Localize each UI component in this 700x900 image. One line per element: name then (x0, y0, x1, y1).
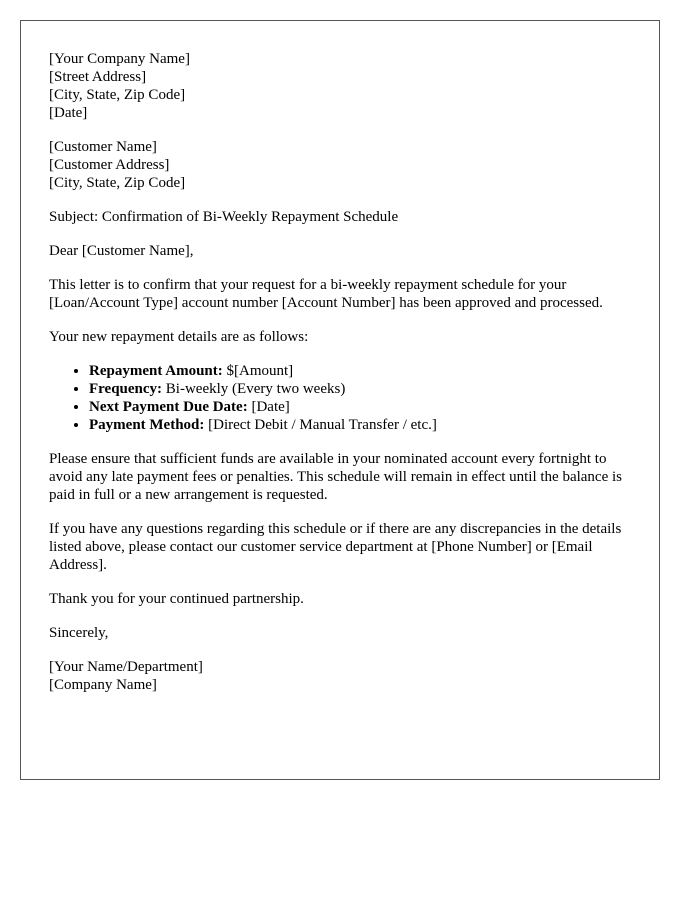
sender-city-state-zip: [City, State, Zip Code] (49, 87, 186, 103)
sender-address-block (49, 50, 631, 122)
detail-value: [Direct Debit / Manual Transfer / etc.] (204, 417, 437, 433)
signature-block (49, 658, 631, 694)
signature-name-department: [Your Name/Department] (49, 659, 203, 675)
intro-paragraph: This letter is to confirm that your request for a bi-weekly repayment schedule for your [Loan/Account Type] account number [Account Number] has been approved and processed. (49, 277, 603, 311)
sender-street-address: [Street Address] (49, 69, 147, 85)
list-item (89, 398, 631, 416)
recipient-city-state-zip: [City, State, Zip Code] (49, 175, 186, 191)
thanks-line: Thank you for your continued partnership. (49, 591, 304, 607)
detail-value: Bi-weekly (Every two weeks) (162, 381, 346, 397)
recipient-address-block (49, 138, 631, 192)
detail-label: Repayment Amount: (89, 363, 223, 379)
letter-date: [Date] (49, 105, 88, 121)
detail-label: Next Payment Due Date: (89, 399, 248, 415)
list-item (89, 362, 631, 380)
subject-line: Subject: Confirmation of Bi-Weekly Repayment Schedule (49, 209, 399, 225)
signature-company-name: [Company Name] (49, 677, 157, 693)
detail-label: Frequency: (89, 381, 163, 397)
questions-paragraph: If you have any questions regarding this schedule or if there are any discrepancies in the details listed above, please contact our customer service department at [Phone Number] or [Email Address]. (49, 521, 622, 573)
detail-value: [Date] (247, 399, 290, 415)
list-item (89, 380, 631, 398)
recipient-address: [Customer Address] (49, 157, 170, 173)
greeting: Dear [Customer Name], (49, 243, 194, 259)
details-intro: Your new repayment details are as follows: (49, 329, 309, 345)
list-item (89, 416, 631, 434)
sender-company-name: [Your Company Name] (49, 51, 190, 67)
letter-page (20, 20, 660, 780)
detail-label: Payment Method: (89, 417, 205, 433)
repayment-details-list (49, 362, 631, 434)
funds-paragraph: Please ensure that sufficient funds are available in your nominated account every fortnight to avoid any late payment fees or penalties. This schedule will remain in effect until the balance is paid in full or a new arrangement is requested. (49, 451, 623, 503)
recipient-name: [Customer Name] (49, 139, 157, 155)
closing-line: Sincerely, (49, 625, 109, 641)
detail-value: $[Amount] (222, 363, 294, 379)
